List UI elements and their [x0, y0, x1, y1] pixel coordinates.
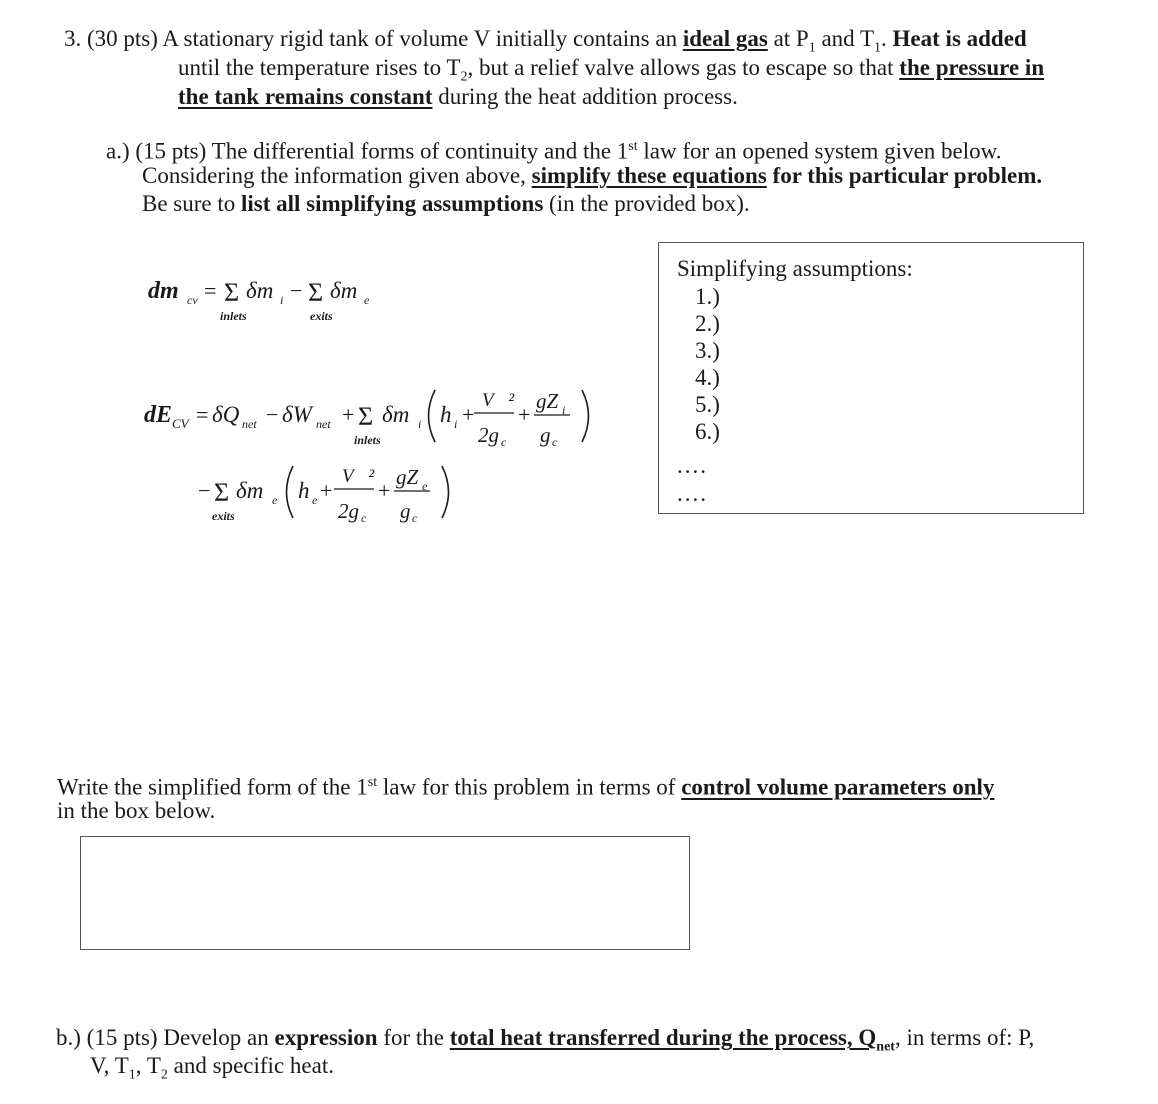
- svg-text:+: +: [320, 478, 333, 503]
- cv-parameters-emphasis: control volume parameters only: [681, 774, 995, 800]
- energy-equation-line-1: [138, 378, 608, 458]
- part-a-line-3: Be sure to list all simplifying assumptions (in the provided box).: [142, 191, 750, 216]
- continuity-lhs: dm: [148, 278, 179, 304]
- svg-text:V⃗²: V⃗²: [342, 466, 375, 487]
- svg-text:h: h: [298, 478, 310, 503]
- svg-text:net: net: [316, 417, 331, 431]
- svg-text:exits: exits: [212, 509, 235, 523]
- part-b-line-1: b.) (15 pts) Develop an expression for the total heat transferred during the process, $Q_{net}$, in terms of: P,: [56, 1025, 1035, 1055]
- heat-added-emphasis: Heat is added: [892, 26, 1027, 51]
- svg-text:e: e: [364, 293, 370, 307]
- assumptions-title: Simplifying assumptions:: [677, 256, 913, 281]
- svg-text:δm: δm: [246, 278, 274, 303]
- ideal-gas-emphasis: ideal gas: [682, 26, 768, 51]
- svg-text:+: +: [342, 402, 355, 427]
- svg-text:net: net: [242, 417, 257, 431]
- constant-pressure-emphasis: the tank remains constant: [178, 84, 433, 109]
- svg-text:Σ: Σ: [214, 478, 230, 507]
- assumption-item: 6.): [695, 419, 720, 444]
- svg-text:δm: δm: [236, 478, 264, 503]
- part-b-line-2: V, $T_1$, $T_2$ and specific heat.: [90, 1053, 334, 1083]
- svg-text:δm: δm: [382, 402, 410, 427]
- svg-text:gZ: gZ: [536, 389, 559, 413]
- svg-text:i: i: [454, 417, 458, 431]
- svg-text:V⃗²: V⃗²: [482, 390, 515, 411]
- svg-text:2g: 2g: [478, 423, 499, 447]
- problem-points: (30 pts): [87, 26, 158, 51]
- svg-text:c: c: [361, 511, 367, 525]
- assumptions-box[interactable]: [658, 242, 1084, 514]
- problem-line-2: until the temperature rises to $T_2$, but a relief valve allows gas to escape so that the pressure in: [178, 55, 1045, 85]
- svg-text:+: +: [518, 402, 531, 427]
- write-prompt-line-1: Write the simplified form of the 1st law for this problem in terms of control volume parameters only: [57, 774, 995, 800]
- svg-text:e: e: [312, 493, 318, 507]
- svg-text:cv: cv: [187, 293, 198, 307]
- svg-text:c: c: [552, 435, 558, 449]
- svg-text:+: +: [378, 478, 391, 503]
- heat-term: δQ: [212, 402, 240, 427]
- part-b-label: b.): [56, 1025, 81, 1050]
- svg-text:inlets: inlets: [354, 433, 381, 447]
- svg-text:=: =: [204, 278, 217, 303]
- assumption-item: 2.): [695, 311, 720, 336]
- svg-text:Σ: Σ: [308, 278, 324, 307]
- energy-lhs: dE: [144, 402, 173, 428]
- svg-text:−: −: [290, 278, 303, 303]
- svg-text:δm: δm: [330, 278, 358, 303]
- continuity-equation: [140, 262, 400, 332]
- svg-text:e: e: [272, 493, 278, 507]
- svg-text:CV: CV: [172, 416, 189, 431]
- svg-text:h: h: [440, 402, 452, 427]
- problem-line-1: 3. (30 pts) A stationary rigid tank of volume V initially contains an ideal gas at $P_1$ and $T_1$. Heat is added: [64, 26, 1027, 56]
- energy-equation-line-2: [192, 456, 472, 536]
- svg-text:i: i: [418, 417, 422, 431]
- svg-text:+: +: [462, 402, 475, 427]
- assumption-item: 1.): [695, 284, 720, 309]
- svg-text:i: i: [280, 293, 284, 307]
- assumption-item: 4.): [695, 365, 720, 390]
- answer-box[interactable]: [80, 836, 690, 950]
- sum-symbol: Σ: [224, 278, 240, 307]
- assumptions-more: ....: [677, 453, 708, 478]
- svg-text:c: c: [412, 511, 418, 525]
- assumption-item: 5.): [695, 392, 720, 417]
- svg-text:g: g: [400, 499, 411, 523]
- svg-text:2g: 2g: [338, 499, 359, 523]
- svg-text:−: −: [266, 402, 279, 427]
- svg-text:=: =: [196, 402, 209, 427]
- work-term: δW: [282, 402, 312, 427]
- total-heat-emphasis: total heat transferred during the process, Q: [449, 1025, 877, 1050]
- svg-text:e: e: [422, 479, 428, 493]
- inlets-label: inlets: [220, 309, 247, 323]
- part-a-line-1: a.) (15 pts) The differential forms of continuity and the 1st law for an opened system given below.: [106, 138, 1002, 164]
- svg-text:Σ: Σ: [358, 402, 374, 431]
- part-a-label: a.): [106, 138, 130, 164]
- svg-text:g: g: [540, 423, 551, 447]
- svg-text:c: c: [501, 435, 507, 449]
- problem-line-3: the tank remains constant during the heat addition process.: [178, 84, 738, 109]
- assumption-item: 3.): [695, 338, 720, 363]
- svg-text:gZ: gZ: [396, 465, 419, 489]
- svg-text:i: i: [562, 403, 566, 417]
- part-a-line-2: Considering the information given above, simplify these equations for this particular problem.: [142, 163, 1043, 188]
- svg-text:−: −: [198, 478, 211, 503]
- write-prompt-line-2: in the box below.: [57, 798, 216, 823]
- problem-number: 3.: [64, 26, 82, 51]
- exits-label: exits: [310, 309, 333, 323]
- assumptions-more: ....: [677, 481, 708, 506]
